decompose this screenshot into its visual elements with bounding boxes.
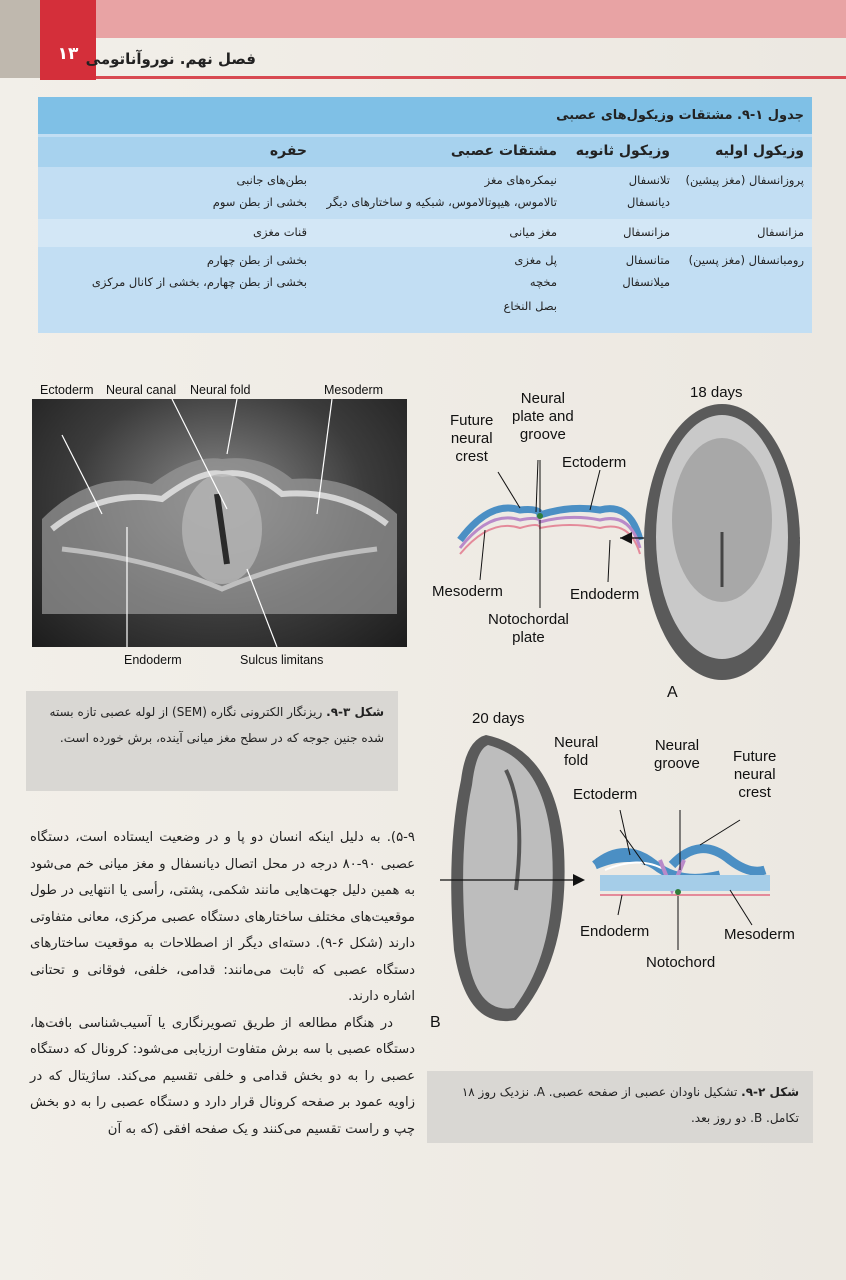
table-row [38,249,812,329]
table-row [38,219,812,247]
cell-derivative: پل مغزی [514,253,557,267]
label-neural-plate-groove: Neural plate and groove [512,390,574,443]
cell-secondary: دیانسفال [627,195,670,209]
label-endoderm: Endoderm [124,653,182,667]
page-number-tab [40,0,96,80]
label-neural-canal: Neural canal [106,383,177,397]
label-endoderm-a: Endoderm [570,586,640,603]
page-number: ۱۳ [57,44,79,64]
cell-secondary: مزانسفال [623,225,670,239]
col-header-secondary: وزیکول ثانویه [575,143,670,159]
col-header-derivatives: مشتقات عصبی [450,143,557,159]
label-mesoderm-a: Mesoderm [432,583,503,600]
cell-cavity: بخشی از بطن سوم [212,195,307,209]
paragraph: در هنگام مطالعه از طریق تصویرنگاری یا آسیب‌شناسی بافت‌ها، دستگاه عصبی با سه برش متفاوت ارزیابی می‌شود: کرونال که دستگاه عصبی را به دو بخش قدامی و خلفی تقسیم می‌کند. ساژیتال که در زاویه عمود بر صفحه کرونال قرار دارد و دستگاه عصبی را به دو بخش چپ و راست تقسیم می‌کنند و یک صفحه افقی (که به آن [30,1015,415,1137]
cell-secondary: تلانسفال [628,173,670,187]
cell-primary: مزانسفال [757,225,804,239]
figure2-caption [427,1071,813,1143]
cell-derivative: تالاموس، هیپوتالاموس، شبکیه و ساختارهای دیگر [326,195,557,209]
cell-derivative: نیمکره‌های مغز [484,173,557,187]
col-header-primary: وزیکول اولیه [715,143,804,159]
table-row [38,169,812,217]
label-ectoderm-a: Ectoderm [562,454,627,471]
label-notochordal-plate: Notochordal plate [488,611,569,646]
cell-primary: پروزانسفال (مغز پیشین) [685,173,804,187]
figure2-caption-label: شکل ۲-۹. [741,1085,799,1099]
label-18-days: 18 days [690,384,743,401]
cell-derivative: مخچه [529,275,557,289]
figure3-caption-text: ریزنگار الکترونی نگاره (SEM) از لوله عصبی تازه بسته شده جنین جوجه که در سطح مغز میانی آینده، برش خورده است. [49,705,384,745]
cell-secondary: متانسفال [625,253,670,267]
figure2-caption-text: تشکیل ناودان عصبی از صفحه عصبی. A. نزدیک روز ۱۸ تکامل. B. دو روز بعد. [461,1085,799,1125]
header-rule [96,76,846,79]
brain-thumbnail-icon [0,0,40,78]
label-neural-groove-b: Neural groove [654,737,700,772]
paragraph: ۵-۹). به دلیل اینکه انسان دو پا و در وضعیت ایستاده است، دستگاه عصبی ۹۰-۸۰ درجه در محل اتصال دیانسفال و مغز میانی خم می‌شود به همین دلیل جهت‌هایی مانند شکمی، پشتی، رأسی یا انتهایی در طول موقعیت‌های مختلف ساختارهای دستگاه عصبی مرکزی، معانی متفاوتی دارند (شکل ۶-۹). دسته‌ای دیگر از اصطلاحات به موقعیت ساختارهای دستگاه عصبی که ثابت می‌مانند: قدامی، خلفی، فوقانی و تحتانی اشاره دارند. [30,830,415,1004]
figure3-caption-label: شکل ۳-۹. [326,705,384,719]
cell-primary: رومبانسفال (مغز پسین) [688,253,804,267]
chapter-title: فصل نهم. نوروآناتومی [85,50,256,68]
label-future-neural-crest-b: Future neural crest [733,748,777,801]
label-notochord-b: Notochord [646,954,716,971]
sem-micrograph [32,399,407,647]
cell-cavity: بخشی از بطن چهارم [206,253,307,267]
col-header-cavity: حفره [269,143,307,159]
cross-section-b-drawing [440,810,806,960]
table-title: جدول ۱-۹. مشتقات وزیکول‌های عصبی [38,97,812,134]
figure3-caption [26,691,398,791]
cell-cavity: بطن‌های جانبی [236,173,307,187]
label-neural-fold: Neural fold [190,383,251,397]
derivatives-table [38,97,812,333]
label-endoderm-b: Endoderm [580,923,650,940]
cell-cavity: بخشی از بطن چهارم، بخشی از کانال مرکزی [91,275,307,289]
cell-derivative: مغز میانی [509,225,557,239]
label-future-neural-crest-a: Future neural crest [450,412,494,465]
sem-micrograph-drawing [32,399,407,647]
label-figure-b: B [430,1014,441,1031]
label-ectoderm-b: Ectoderm [573,786,638,803]
cell-cavity: قنات مغزی [252,225,307,239]
label-mesoderm-b: Mesoderm [724,926,795,943]
table-header-row [38,137,812,167]
label-20-days: 20 days [472,710,525,727]
label-neural-fold-b: Neural fold [554,734,599,769]
cell-derivative: بصل النخاع [503,299,557,313]
cell-secondary: میلانسفال [622,275,670,289]
label-figure-a: A [667,684,678,701]
body-text [30,825,415,1143]
label-ectoderm: Ectoderm [40,383,94,397]
header-band [40,0,846,38]
label-mesoderm: Mesoderm [324,383,384,397]
label-sulcus-limitans: Sulcus limitans [240,653,324,667]
embryo-a-image [640,402,800,687]
